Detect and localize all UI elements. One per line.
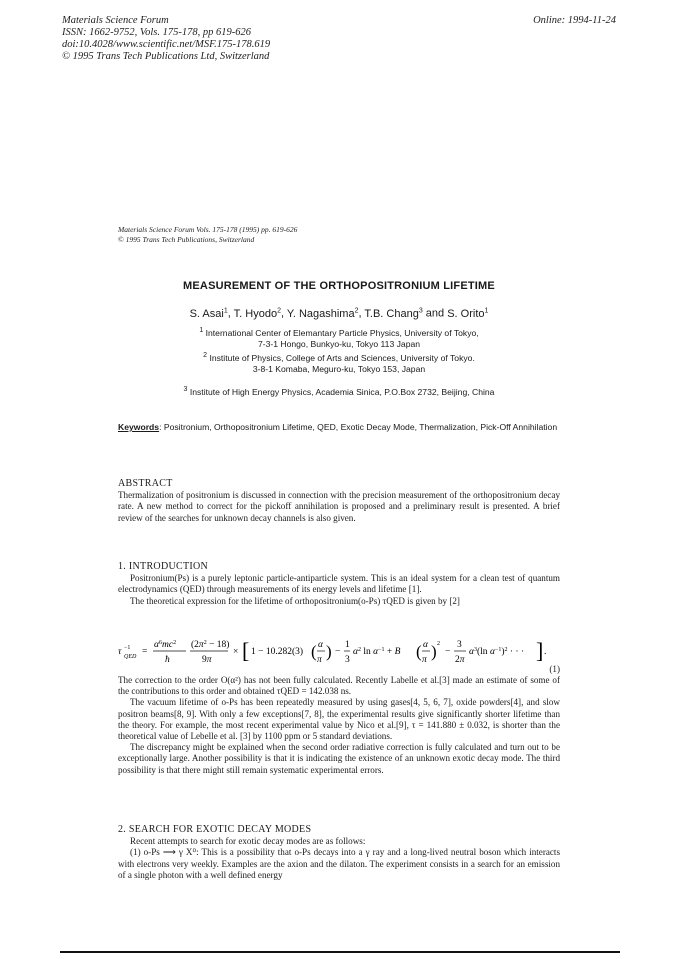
svg-text:−1: −1 <box>124 645 131 651</box>
svg-text:=: = <box>142 647 148 657</box>
author-3: Y. Nagashima$^2$ <box>286 307 359 320</box>
author-5: S. Orito$^1$ <box>447 307 489 320</box>
affiliation-2: $^2$ Institute of Physics, College of Arts and Sciences, University of Tokyo. 3-8-1 Komaba, Meguro-ku, Tokyo 153, Japan <box>203 352 475 374</box>
intro-paragraph-1: Positronium(Ps) is a purely leptonic particle-antiparticle system. This is an ideal system for a clean test of quantum electrodynamics (QED) through measurements of its energy levels and lifetime [1]. <box>118 573 560 595</box>
intro-paragraph-5: The discrepancy might be explained when the second order radiative correction is fully calculated and turn out to be exceptionally large. Another possibility is that it is indicating the existence of an unknown exotic decay mode. The third possibility is that there might still remain systematic experimental errors. <box>118 742 560 775</box>
svg-text:α2 ln α−1 + B: $\alpha^2$ $\ln \alpha^{-1} + B$ <box>353 647 401 657</box>
keywords-text: : Positronium, Orthopositronium Lifetime, QED, Exotic Decay Mode, Thermalization, Pick-Off Annihilation <box>159 422 558 432</box>
svg-text:1 − 10.282(3): 1 − 10.282(3) <box>251 647 304 657</box>
svg-text:3: 3 <box>457 640 462 650</box>
intro-paragraph-3: The correction to the order O(α²) has not been fully calculated. Recently Labelle et al.[3] made an estimate of some of the contributions to this order and obtained τQED = 142.038 ns. <box>118 675 560 697</box>
svg-text:): ) <box>326 642 332 661</box>
online-date: Online: 1994-11-24 <box>533 15 616 26</box>
source-line-2: © 1995 Trans Tech Publications, Switzerland <box>118 235 255 244</box>
svg-text:α6mc2: $\alpha^6mc^2$ <box>154 640 177 650</box>
svg-text:α3(ln α−1)2 · · ·: $\alpha^3(\ln$ $\alpha^{-1})^2$ · · · <box>469 647 525 657</box>
svg-text:): ) <box>431 642 437 661</box>
svg-text:QED: QED <box>124 654 137 660</box>
copyright-line: © 1995 Trans Tech Publications Ltd, Switzerland <box>62 51 270 62</box>
svg-text:]: ] <box>536 638 544 663</box>
svg-text:−: − <box>335 647 341 657</box>
svg-text:α: α <box>318 640 323 650</box>
intro-paragraph-2: The theoretical expression for the lifetime of orthopositronium(o-Ps) τQED is given by [2] <box>130 595 460 606</box>
search-heading: 2. SEARCH FOR EXOTIC DECAY MODES <box>118 824 312 835</box>
keywords-label: Keywords <box>118 422 160 432</box>
intro-heading: 1. INTRODUCTION <box>118 561 209 572</box>
bottom-rule <box>60 951 620 953</box>
lifetime-equation <box>118 632 560 672</box>
equation-graphic <box>118 632 560 672</box>
svg-text:α: α <box>423 640 428 650</box>
svg-text:(: ( <box>311 642 317 661</box>
svg-text:×: × <box>233 647 239 657</box>
affiliation-1: $^1$ International Center of Elemantary Particle Physics, University of Tokyo, 7-3-1 Hongo, Bunkyo-ku, Tokyo 113 Japan <box>199 327 479 349</box>
journal-name: Materials Science Forum <box>62 15 169 26</box>
source-citation <box>118 225 297 245</box>
svg-text:.: . <box>544 647 547 657</box>
intro-paragraph-4: The vacuum lifetime of o-Ps has been repeatedly measured by using gases[4, 5, 6, 7], oxide powders[4], and slow positron beams[8, 9]. With only a few exceptions[7, 8], the experimental results give significantly shorter lifetime than the theory. For example, the most recent experimental value by Nico et al.[9], τ = 141.880 ± 0.032, is shorter than the theoretical value of Lebelle et al. [3] by 1100 ppm or 5 standard deviations. <box>118 697 560 742</box>
svg-text:π: π <box>317 655 322 665</box>
search-paragraph-1: Recent attempts to search for exotic decay modes are as follows: <box>130 836 366 847</box>
affiliation-3: $^3$ Institute of High Energy Physics, Academia Sinica, P.O.Box 2732, Beijing, China <box>183 386 495 397</box>
svg-text:2π: 2π <box>455 655 465 665</box>
keywords <box>118 422 558 433</box>
author-list: S. Asai$^1$, T. Hyodo$^2$, Y. Nagashima$^2$, T.B. Chang$^3$ and S. Orito$^1$ <box>189 307 489 320</box>
svg-text:9π: 9π <box>202 655 212 665</box>
search-paragraph-2: (1) o-Ps ⟶ γ X⁰: This is a possibility that o-Ps decays into a γ ray and a long-lived neutral boson which interacts with electrons very weekly. Examples are the axion and the dilaton. The experiment consists in a search for an emission of a single photon with a well defined energy <box>118 847 560 880</box>
abstract-section <box>118 478 560 524</box>
svg-text:1: 1 <box>345 640 350 650</box>
search-section <box>118 824 560 881</box>
author-1: S. Asai$^1$ <box>189 307 228 320</box>
svg-text:−: − <box>445 647 451 657</box>
svg-text:[: [ <box>242 638 250 663</box>
svg-text:(2π2 − 18): $(2\pi^2 - 18)$ <box>191 640 230 650</box>
equation-number: (1) <box>549 664 560 674</box>
issn-line: ISSN: 1662-9752, Vols. 175-178, pp 619-626 <box>62 27 251 38</box>
author-4: T.B. Chang$^3$ <box>364 307 423 320</box>
svg-text:3: 3 <box>345 655 350 665</box>
svg-text:(: ( <box>416 642 422 661</box>
doi-line: doi:10.4028/www.scientific.net/MSF.175-178.619 <box>62 39 271 50</box>
paper-title: MEASUREMENT OF THE ORTHOPOSITRONIUM LIFETIME <box>183 280 495 292</box>
intro-section <box>118 561 560 607</box>
journal-header <box>62 15 270 63</box>
abstract-text: Thermalization of positronium is discussed in connection with the precision measurement of the orthopositronium decay rate. A new method to correct for the pickoff annihilation is proposed and a preliminary result is presented. A brief review of the searches for unknown decay channels is also given. <box>118 490 560 523</box>
intro-continued <box>118 675 560 776</box>
source-line-1: Materials Science Forum Vols. 175-178 (1995) pp. 619-626 <box>118 225 298 234</box>
svg-text:ħ: ħ <box>165 655 170 665</box>
svg-text:2: 2 <box>437 641 440 647</box>
abstract-heading: ABSTRACT <box>118 478 173 489</box>
svg-text:τ: τ <box>118 647 122 657</box>
svg-text:π: π <box>422 655 427 665</box>
author-2: T. Hyodo$^2$ <box>233 307 281 320</box>
